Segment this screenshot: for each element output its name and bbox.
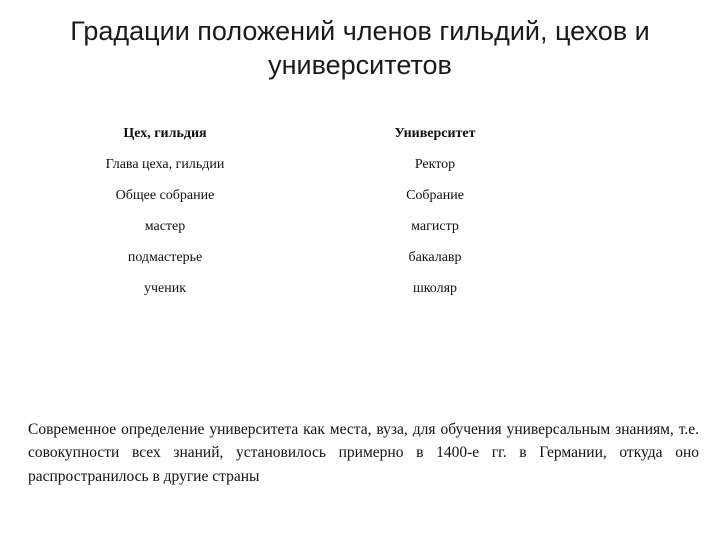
column-header-guild: Цех, гильдия: [123, 126, 207, 141]
footnote-paragraph: Современное определение университета как места, вуза, для обучения универсальным знаниям, т.е. совокупности всех знаний, установилось примерно в 1400-е гг. в Германии, откуда оно распространилось в другие страны: [28, 420, 699, 485]
university-rank-assembly: Собрание: [406, 188, 464, 203]
comparison-table: [40, 122, 580, 308]
university-rank-rector: Ректор: [414, 157, 456, 172]
guild-rank-journeyman: подмастерье: [127, 250, 203, 265]
university-rank-bachelor: бакалавр: [408, 250, 462, 265]
guild-rank-master: мастер: [144, 219, 186, 234]
university-rank-magister: магистр: [411, 219, 459, 234]
slide-title: Градации положений членов гильдий, цехов и университетов: [70, 16, 650, 80]
university-rank-scholar: школяр: [412, 281, 458, 296]
guild-rank-head: Глава цеха, гильдии: [105, 157, 225, 172]
guild-rank-general-assembly: Общее собрание: [115, 188, 215, 203]
guild-rank-apprentice: ученик: [143, 281, 187, 296]
column-header-university: Университет: [394, 126, 476, 141]
